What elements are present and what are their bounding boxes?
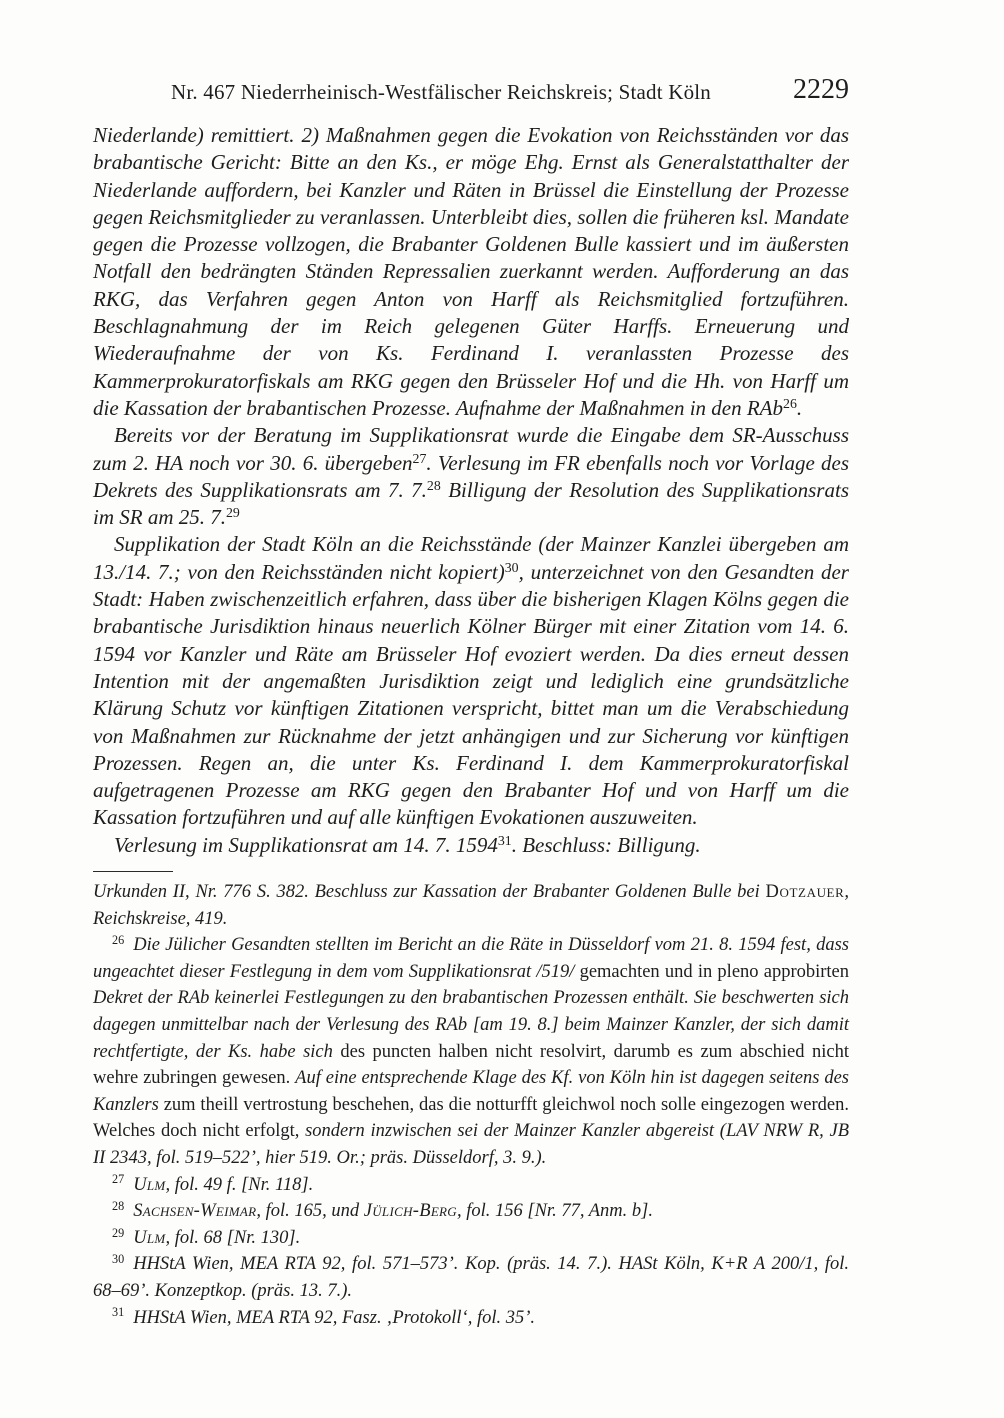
text-segment: Dotzauer bbox=[765, 882, 845, 903]
footnote-item bbox=[93, 1172, 849, 1199]
body-paragraph bbox=[93, 832, 849, 859]
footnote-item bbox=[93, 932, 849, 1171]
text-segment: Sachsen-Weimar bbox=[133, 1201, 257, 1222]
text-segment: Niederlande) remittiert. 2) Maßnahmen gegen die Evokation von Reichsständen vor das brabantische Gericht: Bitte an den Ks., er möge Ehg. Ernst als Generalstatthalter der Niederlande auffordern, bei Kanzler und Räten in Brüssel die Einstellung der Prozesse gegen Reichsmitglieder zu veranlassen. Unterbleibt dies, sollen die früheren ksl. Mandate gegen die Prozesse vollzogen, die Brabanter Goldenen Bulle kassiert und im äußersten Notfall den bedrängten Ständen Repressalien zuerkannt werden. Aufforderung an das RKG, das Verfahren gegen Anton von Harff als Reichsmitglied fortzuführen. Beschlagnahmung der im Reich gelegenen Güter Harffs. Erneuerung und Wiederaufnahme der von Ks. Ferdinand I. veranlassten Prozesse des Kammerprokuratorfiskals am RKG gegen den Brüsseler Hof und die Hh. von Harff um die Kassation der brabantischen Prozesse. Aufnahme der Maßnahmen in den RAb bbox=[93, 123, 849, 420]
footnote-item bbox=[93, 1251, 849, 1304]
footnote-reference: 29 bbox=[226, 505, 240, 521]
footnote-item bbox=[93, 1225, 849, 1252]
footnote-number: 30 bbox=[112, 1252, 125, 1267]
body-paragraph bbox=[93, 122, 849, 422]
text-segment: HHStA Wien, MEA RTA 92, Fasz. ‚Protokoll‘, fol. 35’. bbox=[133, 1307, 536, 1328]
footnote-number: 27 bbox=[112, 1172, 125, 1187]
text-segment: HHStA Wien, MEA RTA 92, fol. 571–573’. Kop. (präs. 14. 7.). HASt Köln, K+R A 200/1, fol. 68–69’. Konzeptkop. (präs. 13. 7.). bbox=[93, 1254, 849, 1301]
text-segment: Bereits vor der Beratung im Supplikationsrat wurde die Eingabe dem SR-Ausschuss zum 2. HA noch vor 30. 6. übergeben bbox=[93, 423, 849, 475]
text-segment: . bbox=[796, 395, 803, 420]
text-segment: Jülich-Berg bbox=[363, 1201, 457, 1222]
text-segment: Dekret der RAb keinerlei Festlegungen zu den brabantischen Prozessen enthält. Sie beschwerten sich dagegen unmittelbar nach der Verlesung des RAb [am 19. 8.] beim Mainzer Kanzler, der sich damit rechtfertigte, der Ks. habe sich bbox=[93, 988, 849, 1062]
footnote-item bbox=[93, 879, 849, 932]
text-segment: Ulm bbox=[133, 1227, 166, 1248]
text-segment: , Reichskreise, 419. bbox=[93, 882, 849, 929]
body-text bbox=[93, 122, 849, 859]
text-segment: des puncten halben nicht resolvirt, darumb es zum abschied nicht wehre zubringen gewesen. bbox=[93, 1041, 849, 1089]
footnote-number: 28 bbox=[112, 1199, 125, 1214]
text-segment: sondern inzwischen sei der Mainzer Kanzler abgereist (LAV NRW R, JB II 2343, fol. 519–522’, hier 519. Or.; präs. Düsseldorf, 3. 9.). bbox=[93, 1121, 850, 1168]
footnote-number: 26 bbox=[112, 933, 125, 948]
footnote-item bbox=[93, 1305, 849, 1332]
footnote-reference: 30 bbox=[504, 559, 519, 575]
text-segment: , fol. 68 [Nr. 130]. bbox=[165, 1227, 301, 1248]
footnote-separator bbox=[93, 871, 173, 872]
footnotes bbox=[93, 879, 849, 1331]
text-segment: Die Jülicher Gesandten stellten im Bericht an die Räte in Düsseldorf vom 21. 8. 1594 fest, dass ungeachtet dieser Festlegung in dem vom Supplikationsrat /519/ bbox=[93, 935, 849, 982]
text-segment: , fol. 156 [Nr. 77, Anm. b]. bbox=[456, 1201, 653, 1222]
body-paragraph bbox=[93, 531, 849, 831]
footnote-number: 31 bbox=[112, 1305, 125, 1320]
text-segment: gemachten und in pleno approbirten bbox=[579, 961, 850, 982]
page-number: 2229 bbox=[793, 74, 849, 105]
text-segment: . Beschluss: Billigung. bbox=[511, 832, 701, 857]
text-segment: Urkunden II, Nr. 776 S. 382. Beschluss zur Kassation der Brabanter Goldenen Bulle bei bbox=[93, 882, 766, 903]
text-segment: Billigung der Resolution des Supplikationsrats im SR am 25. 7. bbox=[93, 477, 849, 530]
running-head bbox=[93, 74, 849, 114]
text-segment: Supplikation der Stadt Köln an die Reichsstände (der Mainzer Kanzlei übergeben am 13./14. 7.; von den Reichsständen nicht kopiert) bbox=[93, 532, 849, 584]
footnote-reference: 28 bbox=[426, 477, 441, 493]
footnote-reference: 27 bbox=[412, 450, 427, 466]
text-segment: Ulm bbox=[133, 1174, 166, 1195]
footnote-item bbox=[93, 1198, 849, 1225]
text-segment: . Verlesung im FR ebenfalls noch vor Vorlage des Dekrets des Supplikationsrats am 7. 7. bbox=[93, 450, 849, 502]
footnote-reference: 26 bbox=[783, 396, 797, 412]
text-segment: , fol. 49 f. [Nr. 118]. bbox=[165, 1174, 314, 1195]
text-segment: zum theill vertrostung beschehen, das die notturfft gleichwol noch solle eingezogen werden. Welches doch nicht erfolgt, bbox=[93, 1094, 849, 1142]
text-segment: Auf eine entsprechende Klage des Kf. von Köln hin ist dagegen seitens des Kanzlers bbox=[93, 1068, 849, 1115]
body-paragraph bbox=[93, 422, 849, 531]
footnote-number: 29 bbox=[112, 1225, 125, 1240]
footnote-reference: 31 bbox=[497, 832, 512, 848]
running-head-title: Nr. 467 Niederrheinisch-Westfälischer Reichskreis; Stadt Köln bbox=[170, 80, 712, 104]
text-segment: , fol. 165, und bbox=[256, 1201, 364, 1222]
text-segment: , unterzeichnet von den Gesandten der Stadt: Haben zwischenzeitlich erfahren, dass über die bisherigen Klagen Kölns gegen die brabantische Jurisdiktion hinaus neuerlich Kölner Bürger mit einer Zitation vom 14. 6. 1594 vor Kanzler und Räte am Brüsseler Hof evoziert werden. Da dies erneut dessen Intention mit der angemaßten Jurisdiktion zeigt und lediglich eine grundsätzliche Klärung Schutz vor künftigen Zitationen verspricht, bittet man um die Verabschiedung von Maßnahmen zur Rücknahme der jetzt anhängigen und zur Sicherung vor künftigen Prozessen. Regen an, die unter Ks. Ferdinand I. dem Kammerprokuratorfiskal aufgetragenen Prozesse am RKG gegen den Brabanter Hof und von Harff um die Kassation fortzuführen und auf alle künftigen Evokationen auszuweiten. bbox=[93, 559, 849, 830]
text-segment: Verlesung im Supplikationsrat am 14. 7. 1594 bbox=[114, 832, 498, 857]
